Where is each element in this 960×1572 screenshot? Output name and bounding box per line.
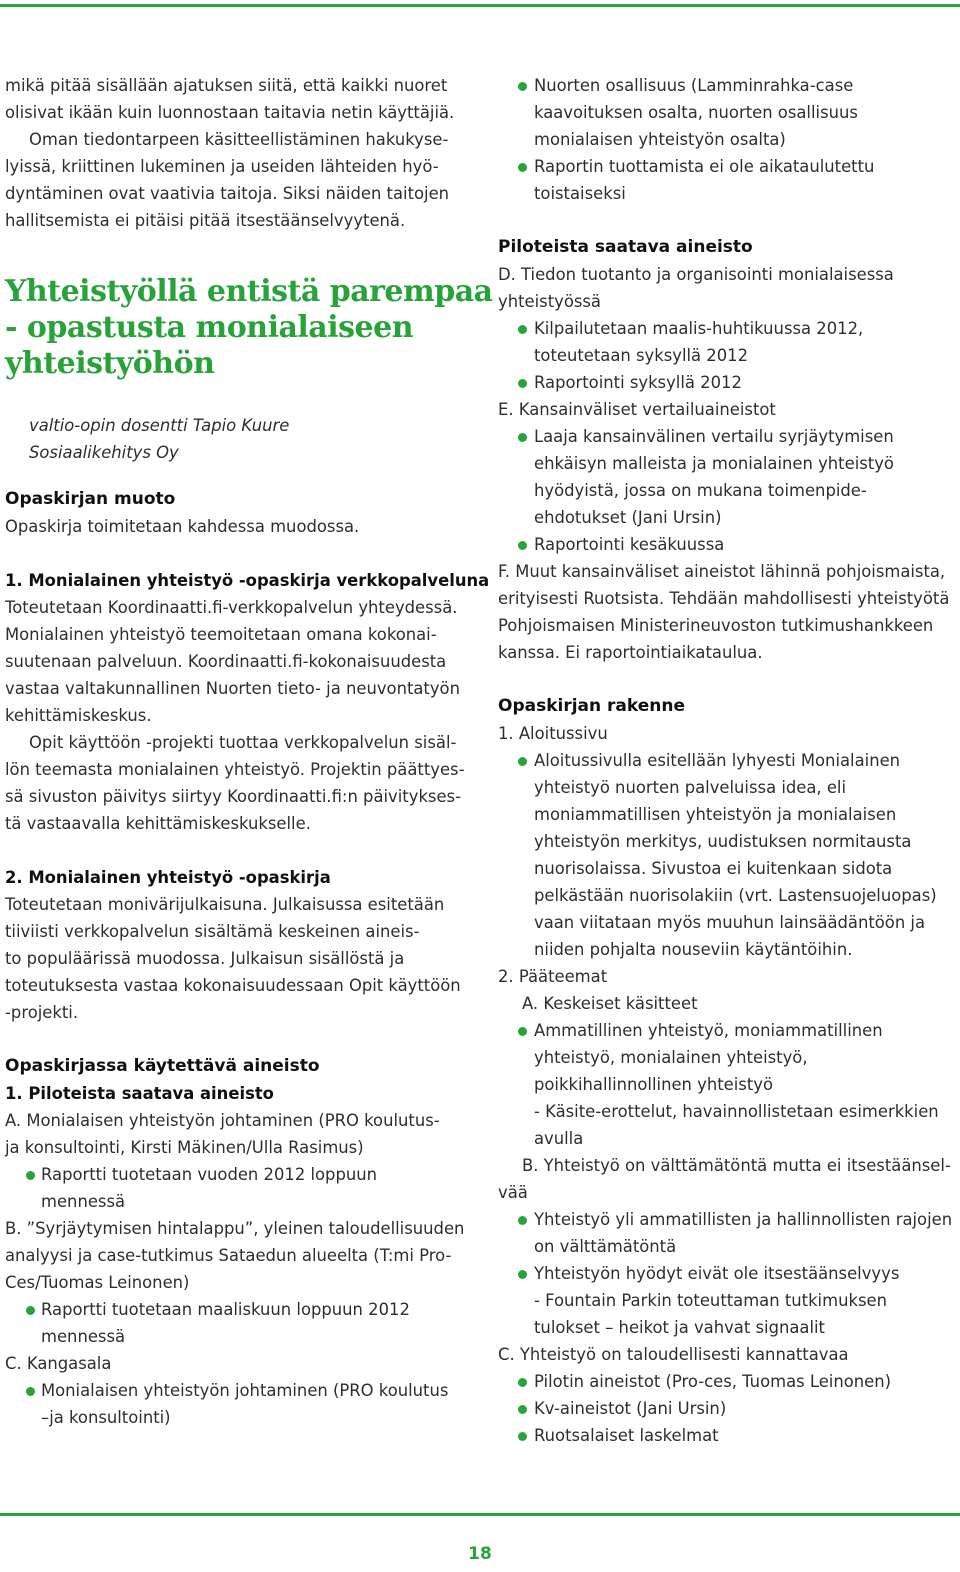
text-line: Ammatillinen yhteistyö, moniammatillinen xyxy=(534,1021,883,1040)
bullet-dot-icon xyxy=(518,1027,527,1036)
section-heading: Opaskirjassa käytettävä aineisto xyxy=(5,1056,320,1076)
text-line: mikä pitää sisällään ajatuksen siitä, että kaikki nuoret xyxy=(5,76,448,95)
text-line: to populäärissä muodossa. Julkaisun sisällöstä ja xyxy=(5,949,405,968)
text-line: A. Monialaisen yhteistyön johtaminen (PRO koulutus- xyxy=(5,1111,440,1130)
left-column xyxy=(5,72,493,1431)
bottom-rule xyxy=(0,1513,960,1516)
text-line: Raportti tuotetaan maaliskuun loppuun 2012 xyxy=(41,1300,410,1319)
bullet-dot-icon xyxy=(518,163,527,172)
text-line: kehittämiskeskus. xyxy=(5,706,152,725)
bullet-dot-icon xyxy=(518,1432,527,1441)
text-line: C. Kangasala xyxy=(5,1354,112,1373)
text-line: Opit käyttöön -projekti tuottaa verkkopalvelun sisäl- xyxy=(29,733,457,752)
text-line: Monialaisen yhteistyön johtaminen (PRO koulutus xyxy=(41,1381,449,1400)
article-title xyxy=(5,274,493,382)
text-line: Toteutetaan monivärijulkaisuna. Julkaisussa esitetään xyxy=(5,895,445,914)
text-line: kanssa. Ei raportointiaikataulua. xyxy=(498,643,763,662)
text-line: toteutetaan syksyllä 2012 xyxy=(534,346,749,365)
text-line: Raportointi kesäkuussa xyxy=(534,535,725,554)
text-line: toteutuksesta vastaa kokonaisuudessaan Opit käyttöön xyxy=(5,976,461,995)
text-line: yhteistyö nuorten palveluissa idea, eli xyxy=(534,778,847,797)
text-line: Pilotin aineistot (Pro-ces, Tuomas Leinonen) xyxy=(534,1372,892,1391)
text-line: niiden pohjalta nouseviin käytäntöihin. xyxy=(534,940,853,959)
text-line: Raportointi syksyllä 2012 xyxy=(534,373,742,392)
section-heading: Piloteista saatava aineisto xyxy=(498,237,753,257)
text-line: tulokset – heikot ja vahvat signaalit xyxy=(534,1318,825,1337)
text-line: pelkästään nuorisolakiin (vrt. Lastensuojeluopas) xyxy=(534,886,937,905)
text-line: erityisesti Ruotsista. Tehdään mahdollisesti yhteistyötä xyxy=(498,589,950,608)
list-item xyxy=(5,1296,475,1350)
list-item xyxy=(498,1395,960,1422)
text-line: F. Muut kansainväliset aineistot lähinnä pohjoismaista, xyxy=(498,562,946,581)
bullet-dot-icon xyxy=(518,541,527,550)
text-line: 1. Aloitussivu xyxy=(498,724,608,743)
bullet-dot-icon xyxy=(518,1378,527,1387)
list-item xyxy=(498,1368,960,1395)
section-heading: Opaskirjan muoto xyxy=(5,489,176,509)
list-item xyxy=(498,315,960,369)
text-line: Raportti tuotetaan vuoden 2012 loppuun xyxy=(41,1165,378,1184)
title-line: - opastusta monialaiseen xyxy=(5,310,414,345)
text-line: on välttämätöntä xyxy=(534,1237,677,1256)
text-line: Yhteistyön hyödyt eivät ole itsestäänselvyys xyxy=(534,1264,900,1283)
text-line: Monialainen yhteistyö teemoitetaan omana kokonai- xyxy=(5,625,437,644)
text-line: kaavoituksen osalta, nuorten osallisuus xyxy=(534,103,858,122)
bullet-dot-icon xyxy=(518,433,527,442)
bullet-dot-icon xyxy=(518,1270,527,1279)
text-line: moniammatillisen yhteistyön ja monialaisen xyxy=(534,805,897,824)
bullet-dot-icon xyxy=(518,82,527,91)
text-line: Kilpailutetaan maalis-huhtikuussa 2012, xyxy=(534,319,864,338)
text-line: monialaisen yhteistyön osalta) xyxy=(534,130,786,149)
text-line: B. Yhteistyö on välttämätöntä mutta ei itsestäänsel- xyxy=(522,1156,951,1175)
text-line: poikkihallinnollinen yhteistyö xyxy=(534,1075,774,1094)
author-name: valtio-opin dosentti Tapio Kuure xyxy=(29,416,290,435)
list-item xyxy=(498,1206,960,1260)
text-line: B. ”Syrjäytymisen hintalappu”, yleinen taloudellisuuden xyxy=(5,1219,465,1238)
text-line: yhteistyön merkitys, uudistuksen normitausta xyxy=(534,832,912,851)
bullet-dot-icon xyxy=(26,1387,35,1396)
intro-paragraph xyxy=(5,72,475,234)
text-line: hallitsemista ei pitäisi pitää itsestäänselvyytenä. xyxy=(5,211,406,230)
list-item xyxy=(498,153,960,207)
text-line: -projekti. xyxy=(5,1003,79,1022)
text-line: Ruotsalaiset laskelmat xyxy=(534,1426,719,1445)
text-line: mennessä xyxy=(41,1327,126,1346)
list-item xyxy=(5,1161,475,1215)
author-block xyxy=(5,412,475,466)
text-line: Nuorten osallisuus (Lamminrahka-case xyxy=(534,76,854,95)
subsection-heading: 2. Monialainen yhteistyö -opaskirja xyxy=(5,868,331,887)
section-heading: Opaskirjan rakenne xyxy=(498,696,686,716)
text-line: yhteistyö, monialainen yhteistyö, xyxy=(534,1048,808,1067)
title-line: yhteistyöhön xyxy=(5,346,215,381)
text-line: vastaa valtakunnallinen Nuorten tieto- ja neuvontatyön xyxy=(5,679,460,698)
text-line: - Käsite-erottelut, havainnollistetaan esimerkkien xyxy=(534,1102,939,1121)
text-line: D. Tiedon tuotanto ja organisointi monialaisessa xyxy=(498,265,894,284)
text-line: - Fountain Parkin toteuttaman tutkimuksen xyxy=(534,1291,887,1310)
text-line: tä vastaavalla kehittämiskeskukselle. xyxy=(5,814,311,833)
author-org: Sosiaalikehitys Oy xyxy=(29,443,179,462)
bullet-dot-icon xyxy=(26,1306,35,1315)
text-line: analyysi ja case-tutkimus Sataedun alueelta (T:mi Pro- xyxy=(5,1246,452,1265)
page-number: 18 xyxy=(468,1544,492,1564)
text-line: tiiviisti verkkopalvelun sisältämä keskeinen aineis- xyxy=(5,922,420,941)
list-item xyxy=(498,531,960,558)
text-line: mennessä xyxy=(41,1192,126,1211)
text-line: suutenaan palveluun. Koordinaatti.fi-kokonaisuudesta xyxy=(5,652,447,671)
bullet-dot-icon xyxy=(518,1405,527,1414)
list-item xyxy=(498,747,960,963)
list-item xyxy=(498,1422,960,1449)
text-line: lyissä, kriittinen lukeminen ja useiden lähteiden hyö- xyxy=(5,157,439,176)
text-line: Oman tiedontarpeen käsitteellistäminen hakukyse- xyxy=(29,130,449,149)
text-line: vää xyxy=(498,1183,528,1202)
text-line: ja konsultointi, Kirsti Mäkinen/Ulla Rasimus) xyxy=(5,1138,364,1157)
text-line: vaan viitataan myös muuhun lainsäädäntöön ja xyxy=(534,913,926,932)
text-line: avulla xyxy=(534,1129,584,1148)
text-line: ehkäisyn malleista ja monialainen yhteistyö xyxy=(534,454,894,473)
text-line: dyntäminen ovat vaativia taitoja. Siksi näiden taitojen xyxy=(5,184,450,203)
bullet-dot-icon xyxy=(518,325,527,334)
subsection-heading: 1. Piloteista saatava aineisto xyxy=(5,1084,274,1103)
text-line: Toteutetaan Koordinaatti.fi-verkkopalvelun yhteydessä. xyxy=(5,598,458,617)
right-column xyxy=(498,72,960,1449)
list-item xyxy=(498,369,960,396)
text-line: lön teemasta monialainen yhteistyö. Projektin päättyes- xyxy=(5,760,465,779)
text-line: Kv-aineistot (Jani Ursin) xyxy=(534,1399,727,1418)
list-item xyxy=(498,423,960,531)
text-line: C. Yhteistyö on taloudellisesti kannattavaa xyxy=(498,1345,849,1364)
text-line: Aloitussivulla esitellään lyhyesti Monialainen xyxy=(534,751,901,770)
text-line: nuorisolaissa. Sivustoa ei kuitenkaan sidota xyxy=(534,859,893,878)
bullet-dot-icon xyxy=(518,757,527,766)
list-item xyxy=(498,1017,960,1152)
text-line: Opaskirja toimitetaan kahdessa muodossa. xyxy=(5,517,360,536)
list-item xyxy=(498,72,960,153)
text-line: Raportin tuottamista ei ole aikataulutettu xyxy=(534,157,875,176)
text-line: A. Keskeiset käsitteet xyxy=(522,994,698,1013)
title-line: Yhteistyöllä entistä parempaa xyxy=(5,274,493,309)
subsection-heading: 1. Monialainen yhteistyö -opaskirja verkkopalveluna xyxy=(5,571,490,590)
top-rule xyxy=(0,4,960,7)
bullet-dot-icon xyxy=(26,1171,35,1180)
text-line: olisivat ikään kuin luonnostaan taitavia netin käyttäjiä. xyxy=(5,103,455,122)
bullet-dot-icon xyxy=(518,379,527,388)
text-line: sä sivuston päivitys siirtyy Koordinaatti.fi:n päivitykses- xyxy=(5,787,462,806)
list-item xyxy=(498,1260,960,1341)
text-line: ehdotukset (Jani Ursin) xyxy=(534,508,722,527)
text-line: E. Kansainväliset vertailuaineistot xyxy=(498,400,776,419)
text-line: toistaiseksi xyxy=(534,184,626,203)
text-line: Yhteistyö yli ammatillisten ja hallinnollisten rajojen xyxy=(534,1210,953,1229)
text-line: hyödyistä, jossa on mukana toimenpide- xyxy=(534,481,867,500)
text-line: 2. Pääteemat xyxy=(498,967,608,986)
text-line: Laaja kansainvälinen vertailu syrjäytymisen xyxy=(534,427,894,446)
text-line: –ja konsultointi) xyxy=(41,1408,171,1427)
list-item xyxy=(5,1377,475,1431)
bullet-dot-icon xyxy=(518,1216,527,1225)
text-line: Ces/Tuomas Leinonen) xyxy=(5,1273,190,1292)
text-line: yhteistyössä xyxy=(498,292,601,311)
text-line: Pohjoismaisen Ministerineuvoston tutkimushankkeen xyxy=(498,616,934,635)
